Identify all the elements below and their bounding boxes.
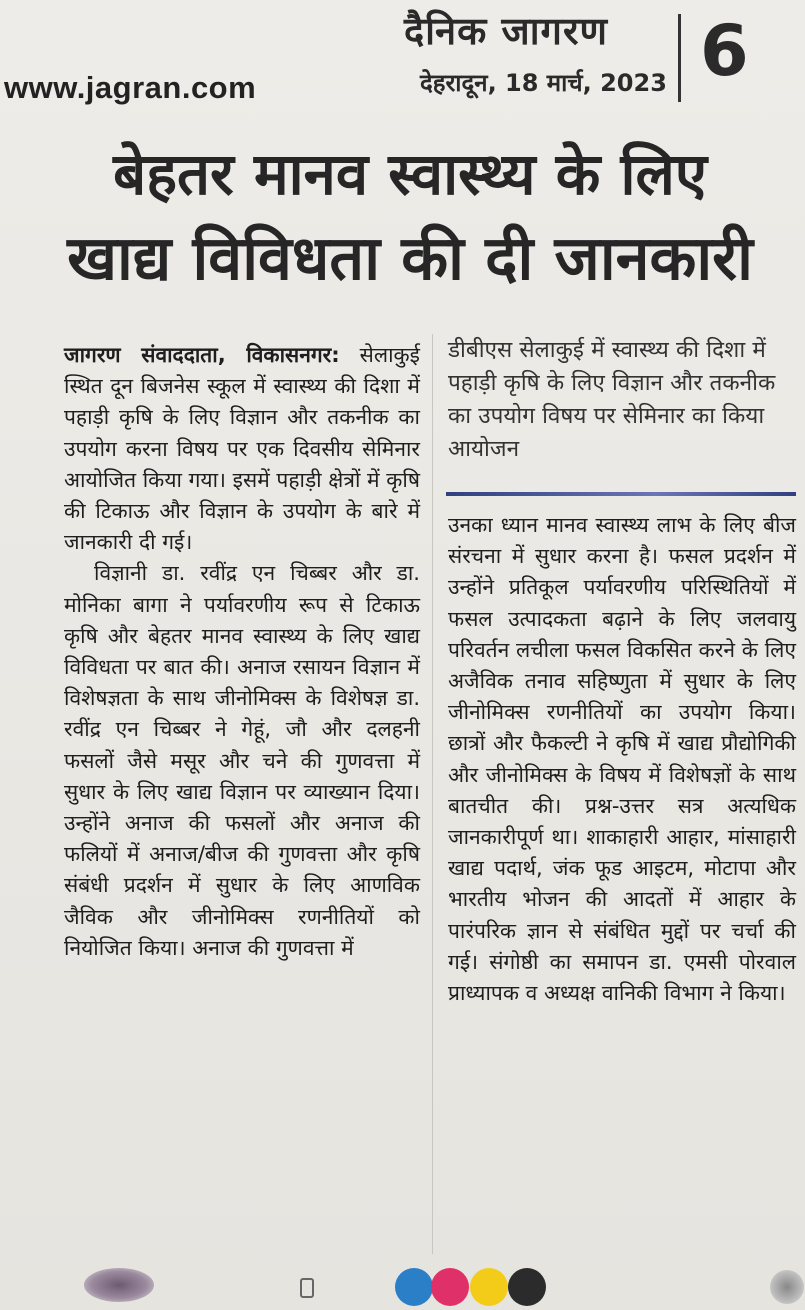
registration-dot-magenta xyxy=(431,1268,469,1306)
deck-subheadline: डीबीएस सेलाकुई में स्वास्थ्य की दिशा में पहाड़ी कृषि के लिए विज्ञान और तकनीक का उपयोग विषय पर सेमिनार का किया आयोजन xyxy=(448,337,776,462)
article-paragraph-3: उनका ध्यान मानव स्वास्थ्य लाभ के लिए बीज संरचना में सुधार करना है। फसल प्रदर्शन में उन्होंने प्रतिकूल पर्यावरणीय परिस्थितियों में फसल उत्पादकता बढ़ाने के लिए जलवायु परिवर्तन लचीला फसल विकसित करने के लिए अजैविक तनाव सहिष्णुता में सुधार के लिए जीनोमिक्स रणनीतियों का उपयोग किया। छात्रों और फैकल्टी ने कृषि में खाद्य प्रौद्योगिकी और जीनोमिक्स के विषय में विशेषज्ञों के साथ बातचीत की। प्रश्न-उत्तर सत्र अत्यधिक जानकारीपूर्ण था। शाकाहारी आहार, मांसाहारी खाद्य पदार्थ, जंक फूड आइटम, मोटापा और भारतीय भोजन की आदतों में आहार के पारंपरिक ज्ञान से संबंधित मुद्दों पर चर्चा की गई। संगोष्ठी का समापन डा. एमसी पोरवाल प्राध्यापक व अध्यक्ष वानिकी विभाग ने किया। xyxy=(448,513,796,1006)
byline: जागरण संवाददाता, विकासनगर: xyxy=(64,343,340,367)
masthead-divider xyxy=(678,14,681,102)
headline xyxy=(40,132,780,302)
article-column-left xyxy=(64,340,420,964)
registration-mark-right xyxy=(770,1270,804,1304)
headline-line-2: खाद्य विविधता की दी जानकारी xyxy=(67,223,753,294)
site-url: www.jagran.com xyxy=(4,70,257,105)
ink-smudge xyxy=(84,1268,154,1302)
paragraph-1-text: सेलाकुई स्थित दून बिजनेस स्कूल में स्वास्थ्य की दिशा में पहाड़ी कृषि के लिए विज्ञान और तकनीक का उपयोग करना विषय पर एक दिवसीय सेमिनार आयोजित किया गया। इसमें पहाड़ी क्षेत्रों में कृषि की टिकाऊ और विज्ञान के उपयोग के बारे में जानकारी दी गई। xyxy=(64,343,420,555)
headline-line-1: बेहतर मानव स्वास्थ्य के लिए xyxy=(113,140,707,208)
column-divider xyxy=(432,334,433,1254)
registration-dot-black xyxy=(508,1268,546,1306)
registration-dot-cyan xyxy=(395,1268,433,1306)
newspaper-brand: दैनिक जागरण xyxy=(404,9,608,53)
registration-mark xyxy=(300,1278,314,1298)
registration-dot-yellow xyxy=(470,1268,508,1306)
page-number: 6 xyxy=(700,10,749,92)
article-column-right xyxy=(448,510,796,1009)
article-paragraph-1 xyxy=(64,340,420,558)
article-paragraph-2: विज्ञानी डा. रवींद्र एन चिब्बर और डा. मोनिका बागा ने पर्यावरणीय रूप से टिकाऊ कृषि और बेहतर मानव स्वास्थ्य के लिए खाद्य विविधता पर बात की। अनाज रसायन विज्ञान में विशेषज्ञता के साथ जीनोमिक्स के विशेषज्ञ डा. रवींद्र एन चिब्बर ने गेहूं, जौ और दलहनी फसलों जैसे मसूर और चने की गुणवत्ता में सुधार के लिए खाद्य विज्ञान पर व्याख्यान दिया। उन्होंने अनाज की फसलों और अनाज की फलियों में अनाज/बीज की गुणवत्ता और कृषि संबंधी प्रदर्शन में सुधार के लिए आणविक जैविक और जीनोमिक्स रणनीतियों को नियोजित किया। अनाज की गुणवत्ता में xyxy=(64,561,420,960)
dateline: देहरादून, 18 मार्च, 2023 xyxy=(420,69,667,97)
deck-rule xyxy=(446,492,796,496)
